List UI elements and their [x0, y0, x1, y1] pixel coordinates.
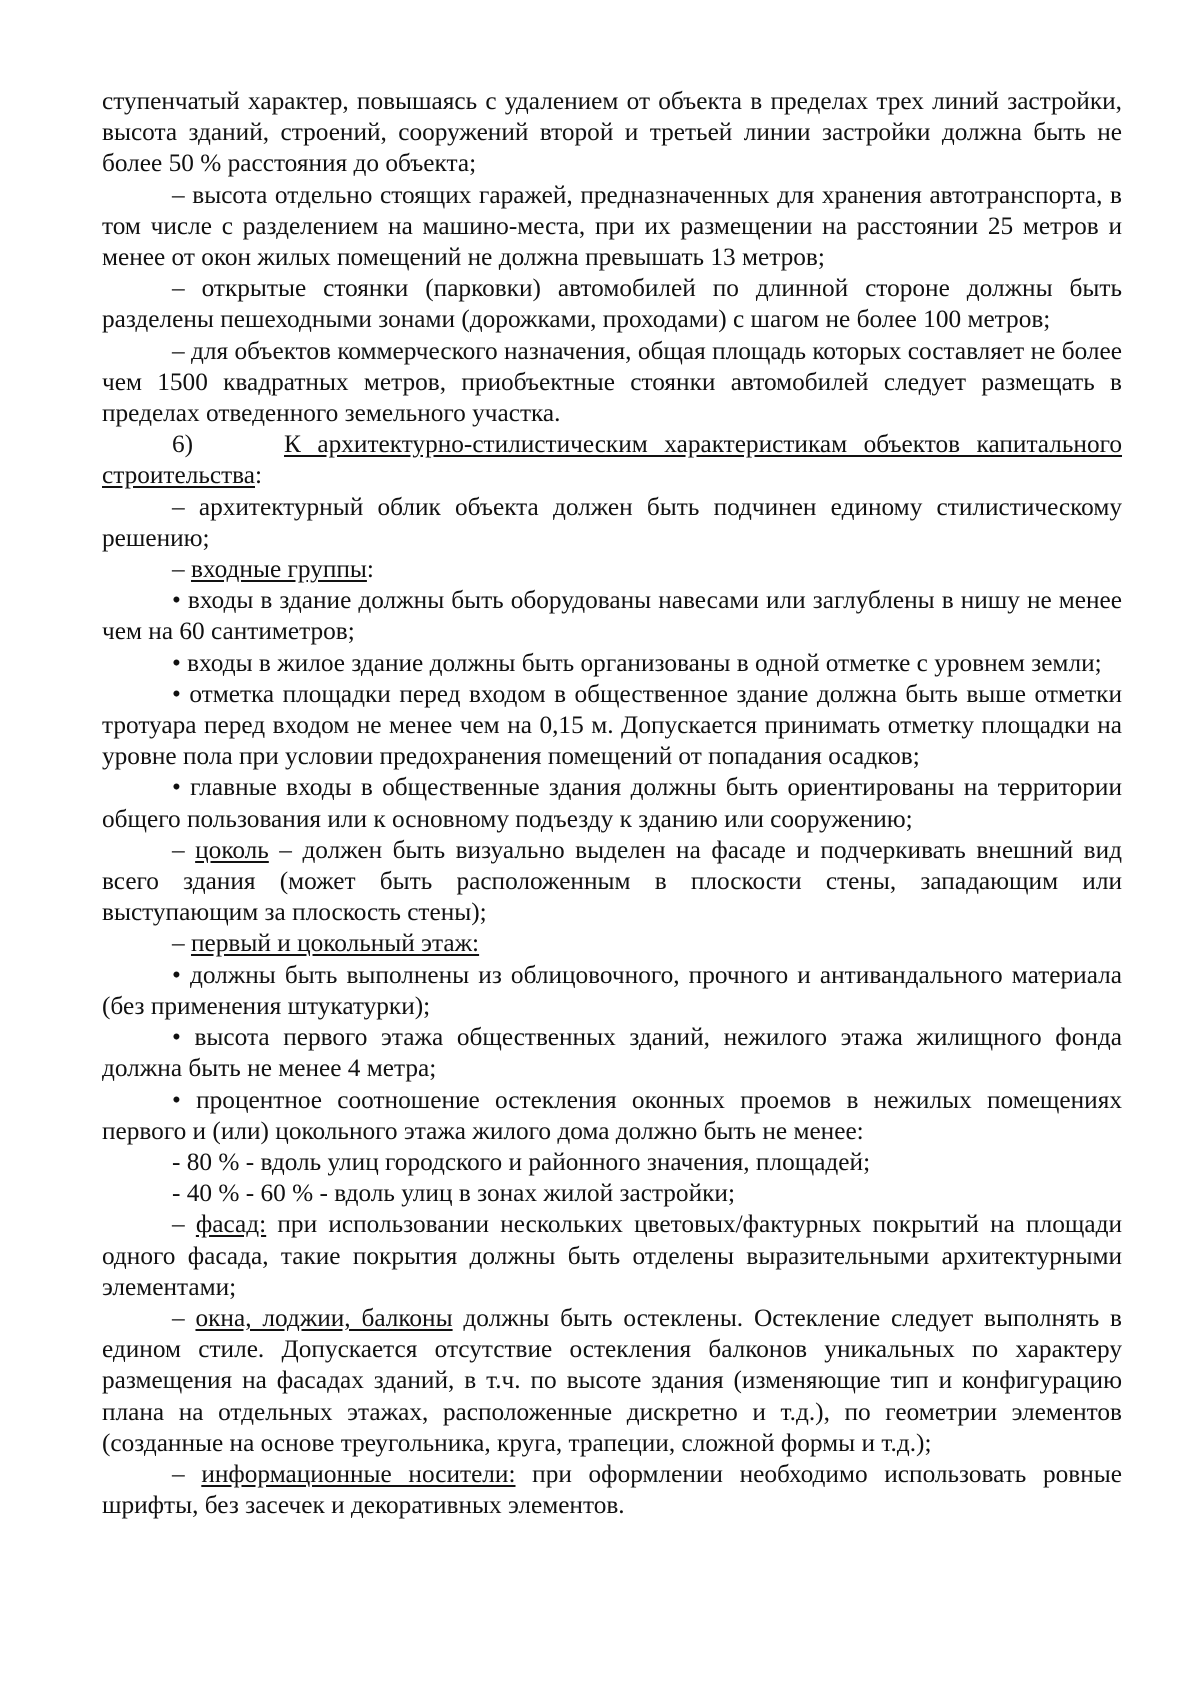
paragraph-text: • отметка площадки перед входом в общественное здание должна быть выше отметки тротуара перед входом не менее чем на 0,15 м. Допускается принимать отметку площадки на уровне пола при условии предохранения помещений от попадания осадков;	[102, 679, 1122, 771]
underlined-term: окна, лоджии, балконы	[195, 1303, 453, 1332]
paragraph-text: • главные входы в общественные здания должны быть ориентированы на территории общего пользования или к основному подъезду к зданию или сооружению;	[102, 773, 1122, 833]
paragraph-text: – архитектурный облик объекта должен быть подчинен единому стилистическому решению;	[102, 492, 1122, 552]
underlined-term: цоколь	[195, 835, 269, 864]
underlined-term: первый и цокольный этаж:	[190, 929, 480, 958]
paragraph	[102, 648, 1122, 679]
paragraph	[102, 336, 1122, 430]
paragraph	[102, 928, 1122, 959]
paragraph-text: - 80 % - вдоль улиц городского и районного значения, площадей;	[172, 1147, 871, 1176]
paragraph	[102, 585, 1122, 647]
paragraph-text: • процентное соотношение остекления оконных проемов в нежилых помещениях первого и (или) цокольного этажа жилого дома должно быть не менее:	[102, 1085, 1122, 1145]
paragraph-text: :	[366, 555, 374, 584]
document-page	[102, 86, 1122, 1521]
paragraph	[102, 1085, 1122, 1147]
paragraph-text: –	[172, 835, 196, 864]
paragraph	[102, 86, 1122, 180]
paragraph-text: • входы в здание должны быть оборудованы навесами или заглублены в нишу не менее чем на 60 сантиметров;	[102, 586, 1122, 646]
paragraph-text: – высота отдельно стоящих гаражей, предназначенных для хранения автотранспорта, в том числе с разделением на машино-места, при их размещении на расстоянии 25 метров и менее от окон жилых помещений не должна превышать 13 метров;	[102, 180, 1122, 272]
underlined-term: входные группы	[190, 555, 367, 584]
paragraph	[102, 1147, 1122, 1178]
paragraph-text: • высота первого этажа общественных зданий, нежилого этажа жилищного фонда должна быть не менее 4 метра;	[102, 1023, 1122, 1083]
paragraph-text: –	[172, 555, 191, 584]
paragraph	[102, 772, 1122, 834]
paragraph	[102, 1209, 1122, 1303]
paragraph	[102, 1459, 1122, 1521]
document-body	[102, 86, 1122, 1521]
paragraph	[102, 1178, 1122, 1209]
paragraph	[102, 1022, 1122, 1084]
paragraph	[102, 554, 1122, 585]
paragraph-text: должны быть остеклены. Остекление следует выполнять в едином стиле. Допускается отсутствие остекления балконов уникальных по характеру размещения на фасадах зданий, в т.ч. по высоте здания (изменяющие тип и конфигурацию плана на отдельных этажах, расположенные дискретно и т.д.), по геометрии элементов (созданные на основе треугольника, круга, трапеции, сложной формы и т.д.);	[102, 1303, 1122, 1457]
paragraph	[102, 835, 1122, 929]
paragraph-text: ступенчатый характер, повышаясь с удалением от объекта в пределах трех линий застройки, высота зданий, строений, сооружений второй и третьей линии застройки должна быть не более 50 % расстояния до объекта;	[102, 87, 1122, 178]
paragraph	[102, 679, 1122, 773]
underlined-term: К архитектурно-стилистическим характеристикам объектов капитального строительства	[102, 430, 1122, 490]
underlined-term: фасад:	[195, 1210, 267, 1239]
paragraph	[102, 429, 1122, 491]
paragraph-text: при использовании нескольких цветовых/фактурных покрытий на площади одного фасада, такие покрытия должны быть отделены выразительными архитектурными элементами;	[102, 1210, 1122, 1301]
paragraph-text: –	[172, 1303, 196, 1332]
paragraph	[102, 1303, 1122, 1459]
paragraph-text: –	[172, 1210, 196, 1239]
paragraph	[102, 273, 1122, 335]
paragraph-text: – должен быть визуально выделен на фасаде и подчеркивать внешний вид всего здания (может быть расположенным в плоскости стены, западающим или выступающим за плоскость стены);	[102, 835, 1122, 927]
paragraph	[102, 180, 1122, 274]
paragraph-text: –	[172, 1459, 202, 1488]
paragraph-text: • входы в жилое здание должны быть организованы в одной отметке с уровнем земли;	[172, 648, 1102, 677]
paragraph-text: при оформлении необходимо использовать ровные шрифты, без засечек и декоративных элементов.	[102, 1459, 1122, 1520]
paragraph-text: – открытые стоянки (парковки) автомобилей по длинной стороне должны быть разделены пешеходными зонами (дорожками, проходами) с шагом не более 100 метров;	[102, 274, 1122, 334]
paragraph	[102, 960, 1122, 1022]
paragraph-text: – для объектов коммерческого назначения, общая площадь которых составляет не более чем 1500 квадратных метров, приобъектные стоянки автомобилей следует размещать в пределах отведенного земельного участка.	[102, 336, 1122, 428]
list-number: 6)	[172, 430, 194, 459]
paragraph-text: –	[172, 929, 191, 958]
underlined-term: информационные носители:	[201, 1459, 516, 1488]
paragraph-text: - 40 % - 60 % - вдоль улиц в зонах жилой застройки;	[172, 1179, 735, 1208]
paragraph	[102, 492, 1122, 554]
paragraph-text: :	[255, 461, 263, 490]
paragraph-text: • должны быть выполнены из облицовочного, прочного и антивандального материала (без применения штукатурки);	[102, 960, 1122, 1020]
